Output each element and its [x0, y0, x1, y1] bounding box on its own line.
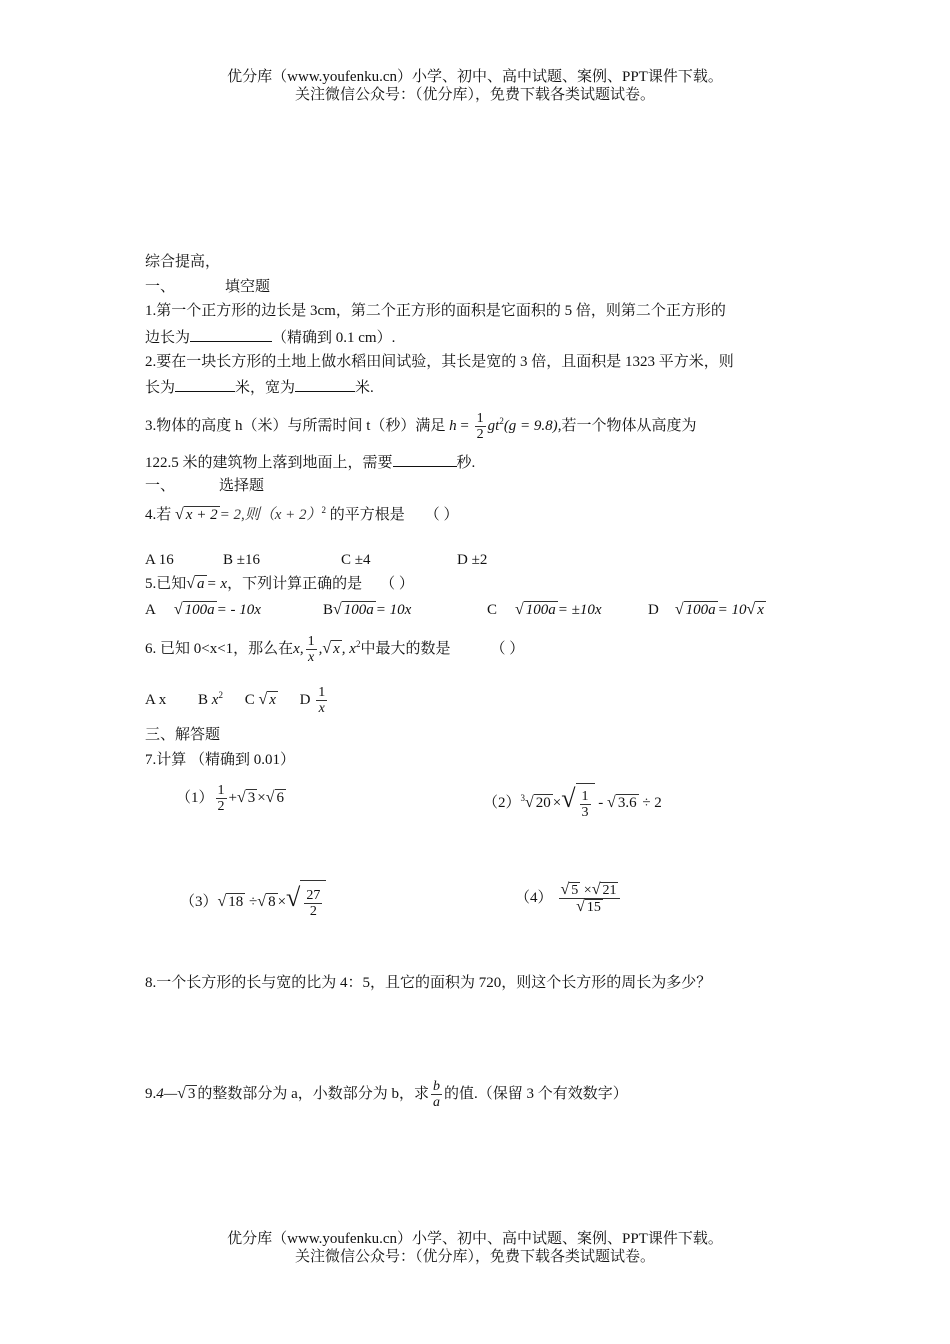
part-label: （2）: [483, 795, 521, 811]
q3-text-b: ,若一个物体从高度为: [557, 418, 697, 434]
question-4: [145, 500, 459, 525]
section-number: 一、: [145, 279, 176, 295]
fraction-denominator: 3: [581, 805, 589, 821]
q5-radical: √ a: [186, 575, 205, 592]
page-title: 综合提高，: [145, 254, 221, 270]
q7-part-2: $(2)^3√$ 20 ×√ $\frac{1}{3}$ - √ 3.6 ÷ 2: [483, 778, 662, 824]
header-line-1: 优分库（www.youfenku.cn）小学、初中、高中试题、案例、PPT课件下载。: [227, 69, 723, 85]
question-2-line-1: 2.要在一块长方形的土地上做水稻田间试验，其长是宽的 3 倍，且面积是 1323 平方米，则: [145, 354, 734, 370]
option-letter: D: [648, 602, 659, 618]
fraction-denominator: x: [318, 701, 325, 717]
q5-answer-paren: （ ）: [380, 576, 414, 592]
cube-root-index: 3: [520, 793, 526, 803]
q5-option-a[interactable]: A √ 100a = - 10x: [145, 601, 261, 618]
fraction-numerator: 1: [318, 685, 326, 701]
radical-argument: 100a: [184, 602, 215, 618]
fraction-numerator: 1: [217, 783, 225, 799]
question-1-line-2: [145, 326, 395, 348]
radical-argument: 20: [535, 795, 551, 811]
question-9: 9.4—√ 3 的整数部分为 a，小数部分为 b，求 $\frac{b}{a}$ 的值.（保留 3 个有效数字）: [145, 1079, 628, 1111]
radical-argument: 3: [247, 790, 256, 806]
q3-answer-blank[interactable]: [393, 451, 457, 467]
section-fill-blank: [145, 277, 270, 297]
q9-expression: 4—: [156, 1086, 178, 1102]
radical-argument: a: [197, 576, 205, 592]
fraction-numerator: 1: [476, 411, 484, 427]
radical-argument: 3.6: [617, 795, 637, 811]
question-1-line-1: 1.第一个正方形的边长是 3cm，第二个正方形的面积是它面积的 5 倍，则第二个正方形的: [145, 303, 726, 319]
radical-argument: 3: [187, 1086, 196, 1102]
radical-argument: 100a: [343, 602, 374, 618]
q6-option-c[interactable]: C √ x: [244, 691, 276, 708]
section-number: 一、: [145, 478, 176, 494]
q7-part-3: （3）√ 18 ÷√ 8 ×√ $\frac{27}{2}$: [180, 876, 326, 925]
question-6: [145, 626, 524, 667]
q9-text-a: 9.: [145, 1086, 157, 1102]
q3-eq: =: [460, 418, 469, 434]
fraction-denominator: 2: [309, 904, 317, 920]
section-solve: 三、解答题: [145, 727, 221, 743]
option-letter: B: [198, 692, 209, 708]
q5-text-b: ，下列计算正确的是: [227, 576, 363, 592]
q3-gt: gt: [487, 418, 500, 434]
q3-exponent: 2: [499, 416, 504, 426]
q6-radical: √ x: [322, 640, 340, 657]
q3-h: h: [449, 418, 457, 434]
option-letter: A: [145, 602, 156, 618]
q1-text-a: 边长为: [145, 330, 191, 346]
q2-text-b: 米，宽为: [235, 380, 296, 396]
fraction-denominator: a: [433, 1095, 441, 1111]
radical-argument: 6: [276, 790, 285, 806]
section-label: 选择题: [219, 478, 265, 494]
divide-sign: ÷: [249, 894, 258, 910]
q6-fraction: [306, 634, 317, 665]
part-label: （4）: [515, 890, 553, 906]
fraction-numerator: 1: [307, 634, 315, 650]
q4-equation: = 2,则（x + 2）: [219, 507, 322, 523]
question-5: [145, 574, 414, 594]
radical-argument: 8: [268, 894, 276, 910]
q3-text-c: 122.5 米的建筑物上落到地面上，需要: [145, 455, 393, 471]
minus-sign: -: [598, 795, 604, 811]
q4-text-a: 4.若: [145, 507, 172, 523]
q6-answer-paren: （ ）: [490, 641, 525, 657]
header-line-2: 关注微信公众号：（优分库），免费下载各类试题试卷。: [294, 87, 655, 103]
fraction-denominator: 2: [476, 427, 484, 443]
question-6-options: [145, 677, 329, 718]
option-rhs: = - 10x: [216, 602, 261, 618]
q4-option-d[interactable]: D ±2: [457, 552, 488, 568]
q5-option-d[interactable]: D √ 100a = 10√ x: [648, 601, 764, 618]
radical-argument: x: [333, 641, 340, 657]
radical-argument: x: [269, 692, 276, 708]
q9-text-b: 的整数部分为 a，小数部分为 b，求: [197, 1086, 430, 1102]
q3-text-d: 秒.: [456, 455, 476, 471]
q6-option-d[interactable]: [299, 685, 330, 717]
q2-length-blank[interactable]: [175, 376, 235, 392]
q2-text-c: 米.: [355, 380, 374, 396]
section-label: 填空题: [225, 279, 271, 295]
q3-half-fraction: [475, 411, 486, 442]
times-sign: ×: [583, 883, 592, 899]
option-rhs: = 10: [717, 602, 747, 618]
part-label: （1）: [176, 790, 214, 806]
fraction-denominator: 2: [217, 799, 225, 815]
q6-x: x,: [293, 641, 304, 657]
question-8: 8.一个长方形的长与宽的比为 4：5，且它的面积为 720，则这个长方形的周长为多少？: [145, 975, 712, 991]
q2-width-blank[interactable]: [295, 376, 355, 392]
option-letter: C: [244, 692, 255, 708]
option-exponent: 2: [218, 690, 223, 700]
radical-argument: 5: [571, 883, 579, 899]
q6-text-b: 中最大的数是: [360, 641, 451, 657]
q4-answer-paren: （ ）: [424, 507, 459, 523]
q6-comma: ,: [318, 641, 323, 657]
fraction-denominator: x: [307, 650, 315, 666]
option-letter: B: [323, 602, 334, 618]
times-sign: ×: [552, 795, 562, 811]
plus-sign: +: [228, 790, 237, 806]
q4-option-a[interactable]: A 16: [145, 552, 174, 568]
times-sign: ×: [257, 790, 266, 806]
q1-text-b: （精确到 0.1 cm）.: [272, 330, 396, 346]
part-label: （3）: [180, 894, 218, 910]
fraction-numerator: 27: [306, 888, 321, 904]
footer-line-2: 关注微信公众号：（优分库），免费下载各类试题试卷。: [294, 1249, 655, 1265]
q4-option-c[interactable]: C ±4: [341, 552, 371, 568]
q5-option-c[interactable]: C √ 100a = ±10x: [487, 601, 602, 618]
fraction-numerator: 1: [581, 789, 589, 805]
q4-text-b: 的平方根是: [329, 507, 405, 523]
times-sign: ×: [277, 894, 287, 910]
option-rhs: = 10x: [375, 602, 412, 618]
q6-option-a[interactable]: A x: [145, 692, 167, 708]
q7-part-1: （1） $\frac{1}{2}$ +√ 3 ×√ 6: [176, 783, 285, 815]
fraction-numerator: b: [433, 1079, 441, 1095]
section-multiple-choice: [145, 476, 264, 496]
q7-part-4: （4） $\frac{√ 5 \times√ 21}{√ 15}$: [515, 876, 622, 920]
question-2-line-2: [145, 376, 374, 398]
radical-argument: 100a: [525, 602, 556, 618]
q4-exponent: 2: [321, 505, 326, 515]
q4-option-b[interactable]: B ±16: [223, 552, 260, 568]
radical-argument: x: [757, 602, 764, 618]
question-3-line-1: [145, 403, 696, 444]
q9-text-c: 的值.（保留 3 个有效数字）: [444, 1086, 628, 1102]
q6-exponent: 2: [355, 639, 361, 649]
option-x: x: [211, 692, 219, 708]
q2-text-a: 长为: [145, 380, 176, 396]
q1-answer-blank[interactable]: [190, 326, 272, 342]
radical-argument: 21: [602, 883, 617, 899]
question-7-title: 7.计算 （精确到 0.01）: [145, 752, 296, 768]
q6-x-squared: , x: [341, 641, 356, 657]
option-rhs: = ±10x: [557, 602, 602, 618]
option-letter: D: [299, 692, 311, 708]
radical-argument: 100a: [685, 602, 716, 618]
q6-text-a: 6. 已知 0<x<1，那么在: [145, 641, 294, 657]
q4-radical: √ x + 2: [175, 506, 218, 523]
q3-g-value: (g = 9.8): [503, 418, 558, 434]
question-3-line-2: [145, 451, 475, 473]
option-letter: C: [487, 602, 498, 618]
q5-equation: = x: [206, 576, 228, 592]
radical-argument: x + 2: [185, 507, 218, 523]
radical-argument: 15: [586, 900, 601, 916]
radical-argument: 18: [228, 894, 244, 910]
footer-line-1: 优分库（www.youfenku.cn）小学、初中、高中试题、案例、PPT课件下载。: [227, 1231, 723, 1247]
divide-expression: ÷ 2: [642, 795, 662, 811]
q6-option-b[interactable]: [198, 692, 223, 708]
q5-text-a: 5.已知: [145, 576, 187, 592]
q3-text-a: 3.物体的高度 h（米）与所需时间 t（秒）满足: [145, 418, 446, 434]
q5-option-b[interactable]: B√ 100a = 10x: [323, 601, 412, 618]
